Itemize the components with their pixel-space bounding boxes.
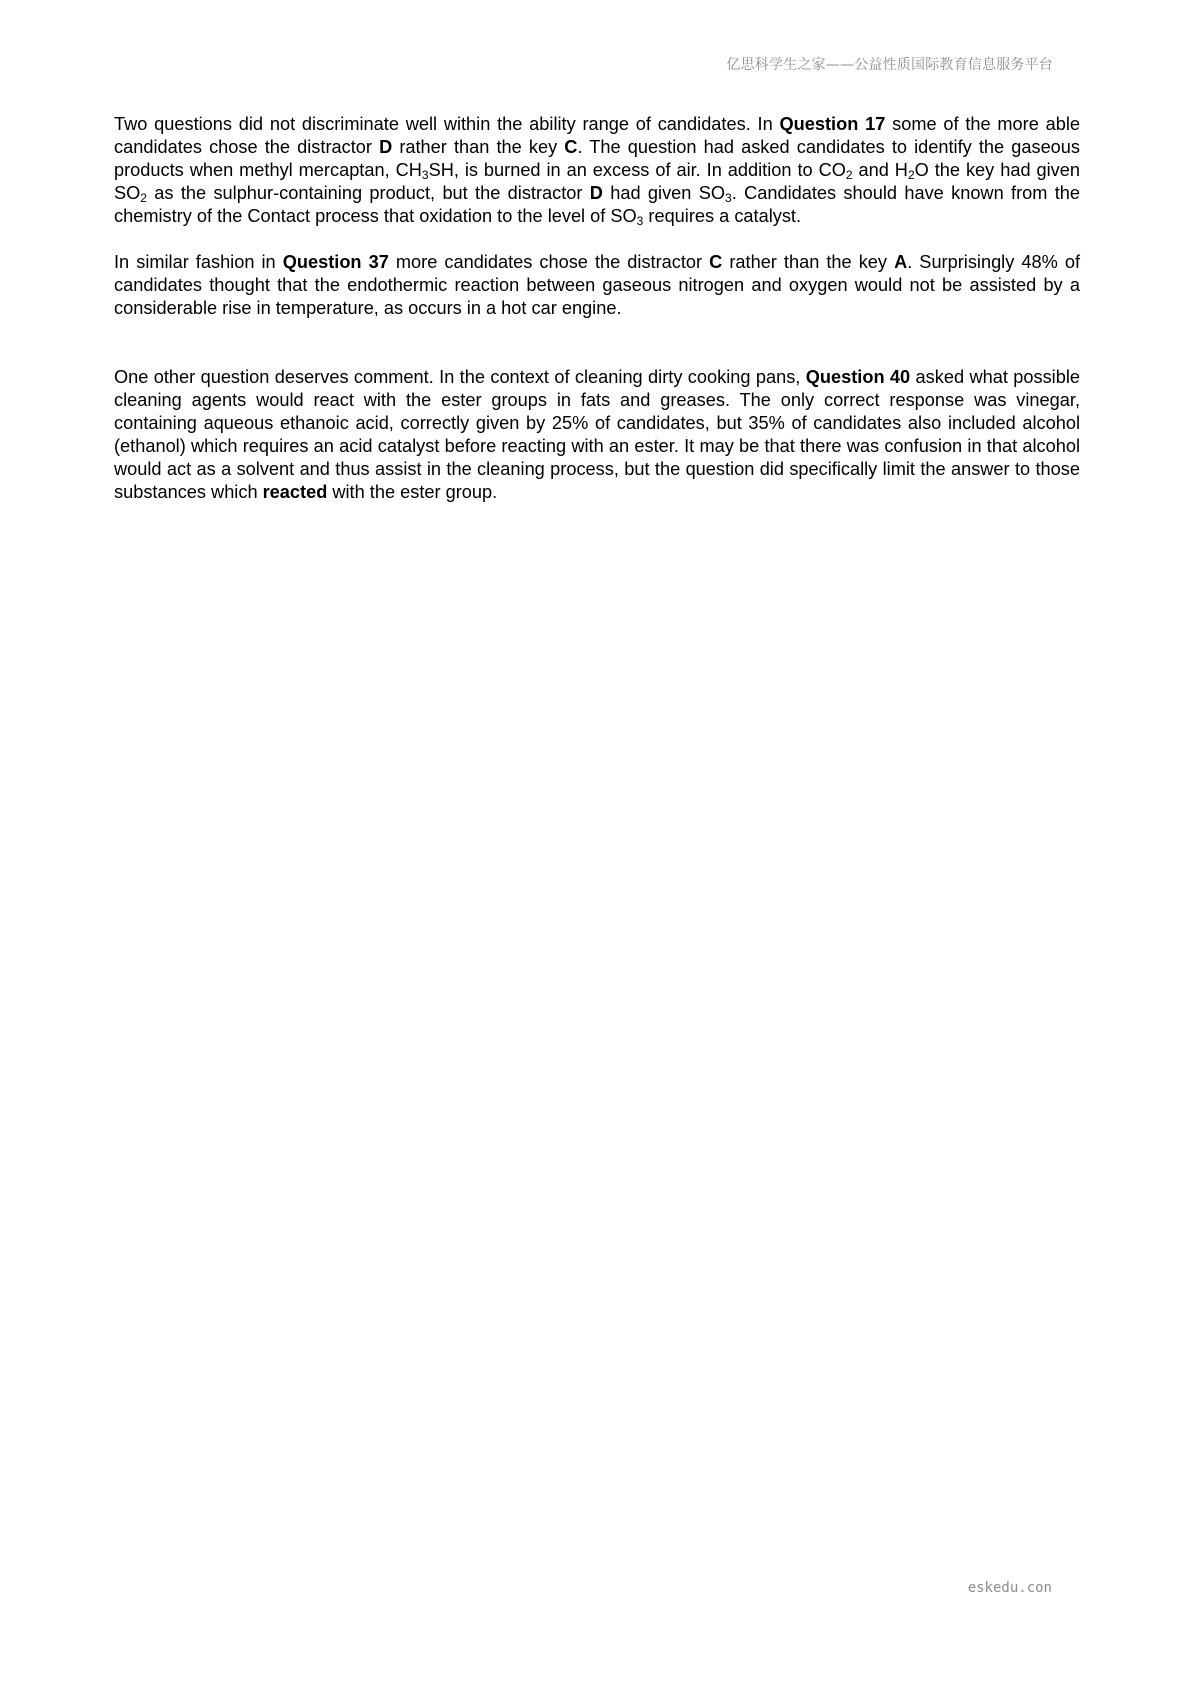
subscript: 2 — [845, 168, 853, 182]
bold-distractor-c: C — [709, 252, 723, 272]
page-footer-site-url: eskedu.con — [967, 1580, 1052, 1596]
subscript: 2 — [907, 168, 915, 182]
paragraph-question-40 — [114, 366, 1080, 504]
text-run: as the sulphur-containing product, but the distractor — [146, 183, 590, 203]
text-run: and H — [852, 160, 908, 180]
bold-distractor-d: D — [589, 183, 603, 203]
text-run: SH, is burned in an excess of air. In addition to CO — [428, 160, 846, 180]
bold-reacted: reacted — [262, 482, 328, 502]
text-run: with the ester group. — [327, 482, 498, 502]
text-run: rather than the key — [392, 137, 565, 157]
document-body — [114, 113, 1080, 504]
text-run: had given SO — [602, 183, 726, 203]
text-run: . Surprisingly 48% of candidates thought that the endothermic reaction between gaseous nitrogen and oxygen would not be assisted by a considerable rise in temperature, as occurs in a hot car engine. — [114, 252, 1080, 318]
subscript: 3 — [725, 191, 732, 205]
bold-question-37: Question 37 — [282, 252, 389, 272]
text-run: In similar fashion in — [114, 252, 283, 272]
text-run: more candidates chose the distractor — [388, 252, 710, 272]
bold-distractor-d: D — [379, 137, 393, 157]
bold-key-a: A — [894, 252, 908, 272]
subscript: 3 — [421, 168, 429, 182]
bold-key-c: C — [564, 137, 578, 157]
text-run: One other question deserves comment. In the context of cleaning dirty cooking pans, — [114, 367, 806, 387]
paragraph-question-17 — [114, 113, 1080, 228]
bold-question-40: Question 40 — [805, 367, 911, 387]
text-run: O the key had given SO — [114, 160, 1080, 203]
paragraph-question-37 — [114, 251, 1080, 320]
text-run: . The question had asked candidates to identify the gaseous products when methyl mercaptan, CH — [114, 137, 1081, 180]
text-run: requires a catalyst. — [643, 206, 802, 226]
subscript: 3 — [636, 214, 644, 228]
text-run: . Candidates should have known from the chemistry of the Contact process that oxidation to the level of SO — [114, 183, 1080, 226]
bold-question-17: Question 17 — [779, 114, 886, 134]
text-run: some of the more able candidates chose the distractor — [114, 114, 1080, 157]
text-run: asked what possible cleaning agents would react with the ester groups in fats and greases. The only correct response was vinegar, containing aqueous ethanoic acid, correctly given by 25% of candidates, but 35% of candidates also included alcohol (ethanol) which requires an acid catalyst before reacting with an ester. It may be that there was confusion in that alcohol would act as a solvent and thus assist in the cleaning process, but the question did specifically limit the answer to those substances which — [114, 367, 1080, 502]
text-run: Two questions did not discriminate well within the ability range of candidates. In — [114, 114, 780, 134]
text-run: rather than the key — [722, 252, 895, 272]
page-header-site-title: 亿思科学生之家——公益性质国际教育信息服务平台 — [726, 57, 1053, 73]
subscript: 2 — [140, 191, 147, 205]
